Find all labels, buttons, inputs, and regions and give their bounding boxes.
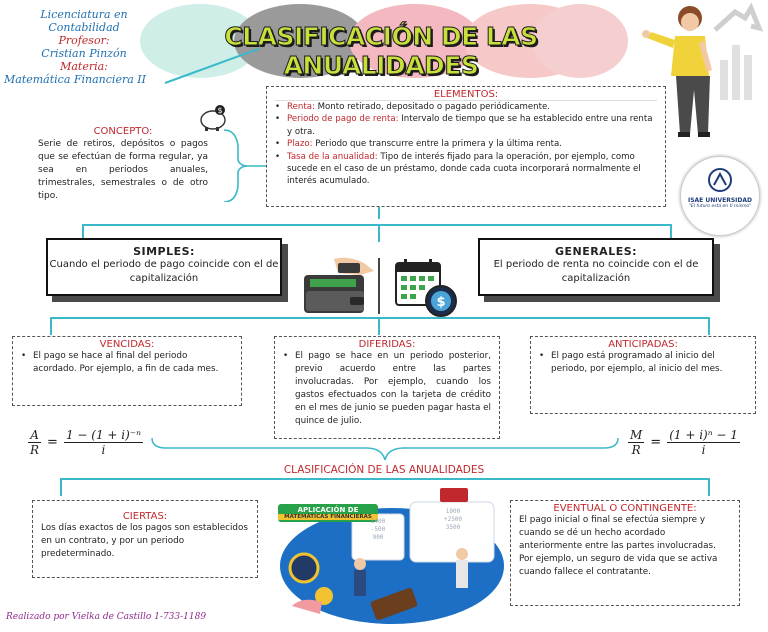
generales-box (478, 238, 714, 296)
vencidas-title: VENCIDAS: (99, 339, 155, 350)
formula-present-value (28, 428, 143, 457)
elementos-list (275, 100, 657, 188)
elementos-term: Plazo: (287, 139, 313, 150)
formula-lhs-num: A (28, 428, 41, 443)
logo-slogan: "El futuro está en ti mismo" (688, 204, 752, 209)
formula-rhs (64, 428, 143, 457)
ciertas-box (32, 500, 258, 578)
anticipadas-list (539, 350, 747, 376)
simples-text: Cuando el periodo de pago coincide con el de capitalización (49, 259, 279, 284)
connector-line (60, 478, 710, 480)
banner-line: MATEMÁTICAS FINANCIERAS (278, 514, 378, 520)
formula-lhs (28, 428, 41, 457)
diferidas-item: • El pago se hace en un periodo posterior, previo acuerdo entre las partes involucradas. Por ejemplo, cuando los gastos efectuados con la tarjeta de crédito en el mes de junio se pueden pagar hasta el quince de julio. (283, 350, 491, 428)
elementos-desc: Tipo de interés fijado para la operación, por ejemplo, como sucede en el caso de un préstamo, donde cada cuota incorporará normalmente el interés acumulado. (287, 151, 641, 187)
svg-text:$: $ (217, 106, 223, 115)
simples-box (46, 238, 282, 296)
equals-sign: = (650, 435, 662, 450)
school-line: Matemática Financiera II (4, 73, 146, 86)
elementos-desc: Periodo que transcurre entre la primera y la última renta. (312, 139, 562, 150)
eventual-box (510, 500, 740, 606)
equals-sign: = (47, 435, 58, 450)
elementos-item (275, 113, 657, 138)
formula-rhs-num: (1 + i)ⁿ − 1 (669, 428, 738, 442)
ciertas-title: CIERTAS: (122, 511, 168, 522)
finance-illustration (272, 486, 504, 626)
elementos-box (266, 86, 666, 207)
wallet-hand-icon (300, 255, 376, 317)
diferidas-title: DIFERIDAS: (358, 339, 416, 350)
school-line: Profesor: (58, 34, 110, 47)
formula-rhs-den: i (701, 443, 706, 457)
elementos-term: Periodo de pago de renta: (287, 114, 399, 125)
elementos-desc: Monto retirado, depositado o pagado periódicamente. (314, 102, 550, 112)
diferidas-box (274, 336, 500, 439)
anticipadas-item: • El pago está programado al inicio del periodo, por ejemplo, al inicio del mes. (539, 350, 747, 376)
connector-line (60, 478, 62, 496)
connector-line (82, 224, 672, 226)
calc-value: +2500 (443, 516, 463, 523)
concepto-section (38, 126, 208, 203)
connector-line (82, 224, 84, 238)
calendar-coin-icon (394, 257, 462, 319)
anticipadas-title: ANTICIPADAS: (608, 339, 678, 350)
vencidas-box (12, 336, 242, 406)
generales-text: El periodo de renta no coincide con el de capitalización (493, 259, 699, 284)
formula-lhs-den: R (30, 443, 40, 457)
calc-value: 900 (372, 534, 384, 541)
elementos-term: Tasa de la anualidad: (287, 151, 378, 162)
simples-title: SIMPLES: (133, 245, 195, 258)
formula-lhs-num: M (630, 428, 643, 442)
banner-line: APLICACIÓN DE (297, 506, 359, 514)
brace-decoration (150, 436, 620, 462)
elementos-title: ELEMENTOS: (433, 89, 499, 100)
school-line: Contabilidad (48, 21, 120, 34)
logo-name: ISAE UNIVERSIDAD (687, 197, 753, 204)
school-line: Materia: (60, 60, 108, 73)
connector-line (670, 224, 672, 238)
connector-line (50, 317, 52, 335)
eventual-text: El pago inicial o final se efectúa siempre y cuando se dé un hecho acordado anteriormente entre las partes involucradas. Por ejemplo, un seguro de vida que se activa cuando fallece el contratante. (519, 515, 718, 577)
connector-line (708, 478, 710, 496)
calc-value: 1000 (445, 508, 461, 515)
elementos-term: Renta: (287, 102, 315, 112)
ciertas-text: Los días exactos de los pagos son establecidos en un contrato, y por un periodo predeterminado. (41, 523, 248, 559)
connector-line (378, 207, 380, 219)
formula-lhs-den: R (631, 443, 641, 457)
author-credit: Realizado por Vielka de Castillo 1-733-1189 (6, 612, 207, 622)
diferidas-list (283, 350, 491, 428)
connector-line (378, 224, 380, 242)
formula-future-value (628, 428, 740, 457)
concepto-title: CONCEPTO: (93, 126, 153, 137)
anticipadas-box (530, 336, 756, 414)
svg-text:$: $ (436, 295, 446, 310)
eventual-title: EVENTUAL O CONTINGENTE: (553, 503, 697, 514)
calc-value: -500 (370, 526, 386, 533)
elementos-item (275, 151, 657, 188)
connector-line (378, 317, 380, 335)
logo-emblem-icon (705, 167, 735, 193)
elementos-item (275, 101, 657, 113)
calc-value: 3500 (445, 524, 461, 531)
formula-lhs (628, 428, 644, 457)
divider-line (378, 258, 380, 314)
elementos-item (275, 138, 657, 150)
formula-rhs-den: i (101, 443, 106, 457)
school-line: Cristian Pinzón (41, 47, 127, 60)
formula-rhs-num: 1 − (1 + i)⁻ⁿ (65, 428, 141, 442)
school-line: Licenciatura en (40, 8, 128, 21)
connector-line (708, 317, 710, 335)
university-logo (680, 156, 760, 236)
page-title: CLASIFICACIÓN DE LAS ANUALIDADES (224, 22, 538, 80)
vencidas-list (21, 350, 233, 376)
concepto-text: Serie de retiros, depósitos o pagos que se efectúan de forma regular, ya sea en periodos anuales, trimestrales, semestrales o de otro tipo. (38, 139, 208, 201)
generales-title: GENERALES: (554, 245, 638, 258)
bracket-decoration (222, 128, 266, 202)
formula-rhs (667, 428, 740, 457)
section-title: CLASIFICACIÓN DE LAS ANUALIDADES (283, 464, 485, 476)
connector-line (50, 317, 710, 319)
calc-card (356, 518, 400, 542)
vencidas-item: • El pago se hace al final del periodo acordado. Por ejemplo, a fin de cada mes. (21, 350, 233, 376)
calc-value: 1400 (370, 518, 386, 525)
elementos-desc: Intervalo de tiempo que se ha establecido entre una renta y otra. (287, 114, 653, 137)
calc-card (418, 508, 488, 532)
